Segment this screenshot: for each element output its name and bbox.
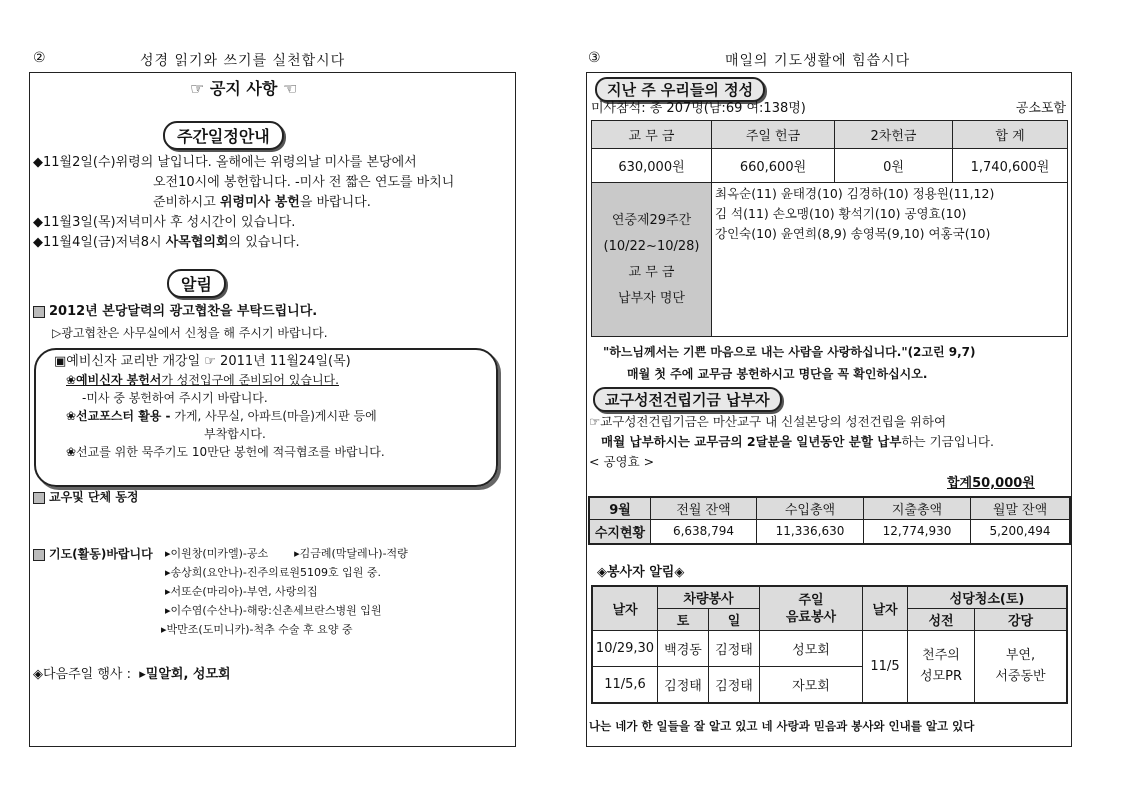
catechumen-opening: ▣예비신자 교리반 개강일 ☞ 2011년 11월24일(목) xyxy=(54,354,351,369)
catechumen-box-content xyxy=(54,353,494,461)
donor-label-cell: 연중제29주간 (10/22~10/28) 교 무 금 납부자 명단 xyxy=(592,183,712,337)
offering-header: 주일 헌금 xyxy=(712,121,835,149)
offering-header: 교 무 금 xyxy=(592,121,712,149)
vol-drink: 자모회 xyxy=(760,667,863,703)
vol-sat: 김정태 xyxy=(658,667,709,703)
prayer-title: 기도(활동)바랍니다 xyxy=(33,545,153,562)
balance-label: 수지현황 xyxy=(589,520,651,544)
fund-total: 합계50,000원 xyxy=(947,476,1035,491)
scripture-quote: "하느님께서는 기쁜 마음으로 내는 사람을 사랑하십니다."(2고린 9,7) xyxy=(603,345,976,359)
schedule-block xyxy=(33,153,513,253)
prayer-item: ▸송상희(요안나)-진주의료원5109호 입원 중. xyxy=(165,566,381,579)
right-page-number: ③ xyxy=(588,50,602,66)
balance-value: 11,336,630 xyxy=(757,520,864,544)
prayer-item: ▸이수염(수산나)-해랑:신촌세브란스병원 입원 xyxy=(165,604,382,617)
weekly-schedule-title: 주간일정안내 xyxy=(163,121,284,150)
fund-donor: < 공영효 > xyxy=(589,454,655,469)
vol-header-sanctuary: 성전 xyxy=(908,609,975,631)
vol-header-car: 차량봉사 xyxy=(658,586,760,609)
donor-line: 최옥순(11) 윤태경(10) 김경하(10) 정용원(11,12) xyxy=(715,186,995,201)
balance-header: 수입총액 xyxy=(757,497,864,520)
left-panel xyxy=(29,72,516,747)
vol-sat: 백경동 xyxy=(658,631,709,667)
left-page-header: 성경 읽기와 쓰기를 실천합시다 xyxy=(140,53,346,69)
quote-sub: 매월 첫 주에 교무금 봉헌하시고 명단을 꼭 확인하십시오. xyxy=(627,367,928,381)
fund-line-2: 매월 납부하시는 교무금의 2달분을 일년동안 분할 납부하는 기금입니다. xyxy=(601,434,994,449)
footer-verse: 나는 네가 한 일들을 잘 알고 있고 네 사랑과 믿음과 봉사와 인내를 알고 있다 xyxy=(589,719,975,733)
rosary-line: ❀선교를 위한 묵주기도 10만단 봉헌에 적극협조를 바랍니다. xyxy=(66,445,385,459)
vol-header-sun: 일 xyxy=(709,609,760,631)
vol-date: 10/29,30 xyxy=(592,631,658,667)
right-page-header: 매일의 기도생활에 힘씁시다 xyxy=(725,53,911,69)
schedule-item-3: ◆11월4일(금)저녁8시 사목협의회의 있습니다. xyxy=(33,235,300,250)
schedule-item-2: ◆11월3일(목)저녁미사 후 성시간이 있습니다. xyxy=(33,215,296,230)
prayer-item: ▸박만조(도미니카)-척추 수술 후 요양 중 xyxy=(161,623,353,636)
schedule-item-1: ◆11월2일(수)위령의 날입니다. 올해에는 위령의날 미사를 본당에서 xyxy=(33,155,417,170)
offering-value: 660,600원 xyxy=(712,149,835,183)
notice-title: ☞ 공지 사항 ☜ xyxy=(190,79,298,98)
schedule-item-1-cont2: 준비하시고 위령미사 봉헌을 바랍니다. xyxy=(153,195,371,210)
vol-header-hall: 강당 xyxy=(975,609,1068,631)
vol-date2: 11/5 xyxy=(863,631,908,703)
vol-sun: 김정태 xyxy=(709,631,760,667)
fund-heading xyxy=(593,387,782,412)
balance-value: 6,638,794 xyxy=(651,520,757,544)
attendance-line: 미사참석: 총 207명(남:69 여:138명) xyxy=(591,101,806,116)
balance-value: 5,200,494 xyxy=(971,520,1071,544)
vol-header-drink: 주일 음료봉사 xyxy=(760,586,863,631)
vol-sanctuary: 천주의 성모PR xyxy=(908,631,975,703)
vol-header-date: 날자 xyxy=(592,586,658,631)
donor-line: 강인숙(10) 윤연희(8,9) 송영목(9,10) 여홍국(10) xyxy=(715,226,991,241)
volunteer-table xyxy=(591,585,1068,704)
offering-value: 630,000원 xyxy=(592,149,712,183)
offering-header: 합 계 xyxy=(953,121,1068,149)
prayer-item: ▸서또순(마리아)-부연, 사랑의집 xyxy=(165,585,318,598)
fund-line-1: ☞교구성전건립기금은 마산교구 내 신설본당의 성전건립을 위하여 xyxy=(589,414,947,429)
square-bullet-icon xyxy=(33,492,45,504)
balance-table xyxy=(588,496,1071,545)
attendance-note: 공소포함 xyxy=(1015,101,1066,116)
square-bullet-icon xyxy=(33,306,45,318)
balance-header: 월말 잔액 xyxy=(971,497,1071,520)
offering-header: 2차헌금 xyxy=(835,121,953,149)
balance-header: 지출총액 xyxy=(864,497,971,520)
schedule-item-1-cont: 오전10시에 봉헌합니다. -미사 전 짧은 연도를 바치니 xyxy=(153,175,455,190)
fund-title: 교구성전건립기금 납부자 xyxy=(593,387,782,412)
vol-sun: 김정태 xyxy=(709,667,760,703)
weekly-schedule-heading xyxy=(163,121,284,150)
right-panel xyxy=(586,72,1072,747)
vol-hall: 부연, 서중동반 xyxy=(975,631,1068,703)
offering-value: 0원 xyxy=(835,149,953,183)
offering-title: 지난 주 우리들의 정성 xyxy=(595,77,765,102)
prayer-item: ▸이원창(미카엘)-공소 ▸김금례(막달레나)-적량 xyxy=(165,547,408,560)
poster-line: ❀선교포스터 활용 - 가게, 사무실, 아파트(마을)게시판 등에 xyxy=(66,409,377,423)
alert-heading xyxy=(167,269,226,298)
offering-table xyxy=(591,120,1068,337)
donor-list-cell xyxy=(712,183,1068,337)
balance-value: 12,774,930 xyxy=(864,520,971,544)
volunteer-title: ◈봉사자 알림◈ xyxy=(597,565,685,580)
alert-title: 알림 xyxy=(167,269,226,298)
square-bullet-icon xyxy=(33,549,45,561)
vol-date: 11/5,6 xyxy=(592,667,658,703)
next-week-events: ◈다음주일 행사 : ▸밀알회, 성모회 xyxy=(33,667,231,682)
calendar-notice: 2012년 본당달력의 광고협찬을 부탁드립니다. xyxy=(33,300,317,319)
catechumen-form-line: ❀예비신자 봉헌서가 성전입구에 준비되어 있습니다. xyxy=(66,373,339,387)
prayer-list xyxy=(161,544,515,639)
vol-header-clean: 성당청소(토) xyxy=(908,586,1068,609)
vol-header-date2: 날자 xyxy=(863,586,908,631)
balance-month: 9월 xyxy=(589,497,651,520)
offering-value: 1,740,600원 xyxy=(953,149,1068,183)
calendar-sub: ▷광고협찬은 사무실에서 신청을 해 주시기 바랍니다. xyxy=(52,326,328,340)
poster-line-cont: 부착합시다. xyxy=(204,427,266,441)
group-news-title: 교우및 단체 동정 xyxy=(33,488,139,505)
left-page-number: ② xyxy=(33,50,47,66)
vol-drink: 성모회 xyxy=(760,631,863,667)
donor-line: 김 석(11) 손오맹(10) 황석기(10) 공영효(10) xyxy=(715,206,967,221)
catechumen-form-sub: -미사 중 봉헌하여 주시기 바랍니다. xyxy=(82,391,268,405)
vol-header-sat: 토 xyxy=(658,609,709,631)
balance-header: 전월 잔액 xyxy=(651,497,757,520)
